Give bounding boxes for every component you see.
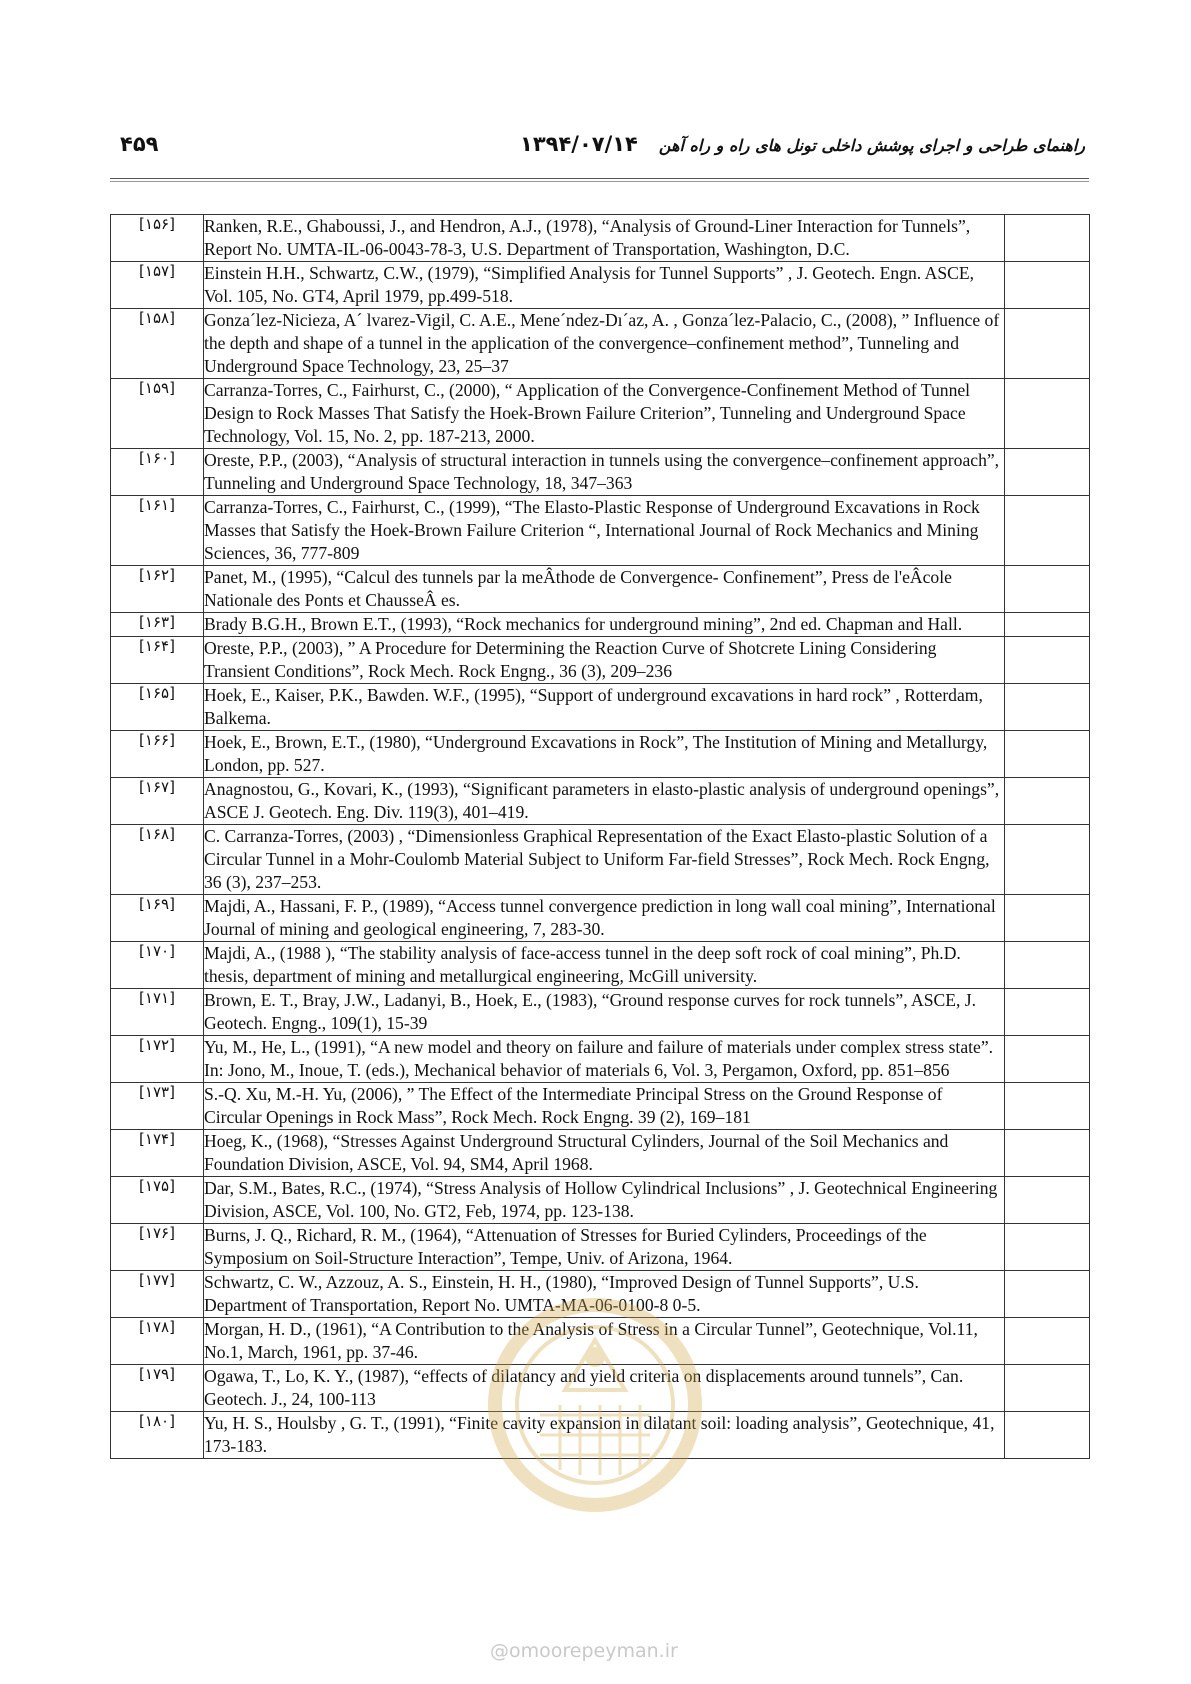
reference-text: S.-Q. Xu, M.-H. Yu, (2006), ” The Effect of the Intermediate Principal Stress on the Ground Response of Circular Openings in Rock Mass”, Rock Mech. Rock Engng. 39 (2), 169–181 bbox=[204, 1083, 1005, 1130]
table-row bbox=[111, 309, 1090, 379]
table-row bbox=[111, 613, 1090, 637]
reference-text: Carranza-Torres, C., Fairhurst, C., (1999), “The Elasto-Plastic Response of Underground Excavations in Rock Masses that Satisfy the Hoek-Brown Failure Criterion “, International Journal of Rock Mechanics and Mining Sciences, 36, 777-809 bbox=[204, 496, 1005, 566]
reference-blank-cell bbox=[1005, 989, 1090, 1036]
reference-number: [۱۷۸] bbox=[111, 1318, 204, 1365]
reference-blank-cell bbox=[1005, 731, 1090, 778]
reference-number: [۱۶۴] bbox=[111, 637, 204, 684]
reference-text: Hoek, E., Kaiser, P.K., Bawden. W.F., (1995), “Support of underground excavations in hard rock” , Rotterdam, Balkema. bbox=[204, 684, 1005, 731]
reference-text: Einstein H.H., Schwartz, C.W., (1979), “Simplified Analysis for Tunnel Supports” , J. Geotech. Engn. ASCE, Vol. 105, No. GT4, April 1979, pp.499-518. bbox=[204, 262, 1005, 309]
reference-number: [۱۶۱] bbox=[111, 496, 204, 566]
reference-blank-cell bbox=[1005, 449, 1090, 496]
header-divider bbox=[110, 178, 1089, 179]
table-row bbox=[111, 215, 1090, 262]
reference-text: Hoek, E., Brown, E.T., (1980), “Underground Excavations in Rock”, The Institution of Mining and Metallurgy, London, pp. 527. bbox=[204, 731, 1005, 778]
reference-text: Ogawa, T., Lo, K. Y., (1987), “effects of dilatancy and yield criteria on displacements around tunnels”, Can. Geotech. J., 24, 100-113 bbox=[204, 1365, 1005, 1412]
reference-blank-cell bbox=[1005, 566, 1090, 613]
reference-number: [۱۷۷] bbox=[111, 1271, 204, 1318]
reference-text: Dar, S.M., Bates, R.C., (1974), “Stress Analysis of Hollow Cylindrical Inclusions” , J. Geotechnical Engineering Division, ASCE, Vol. 100, No. GT2, Feb, 1974, pp. 123-138. bbox=[204, 1177, 1005, 1224]
reference-number: [۱۶۵] bbox=[111, 684, 204, 731]
table-row bbox=[111, 1318, 1090, 1365]
reference-blank-cell bbox=[1005, 1365, 1090, 1412]
reference-number: [۱۶۸] bbox=[111, 825, 204, 895]
reference-number: [۱۵۷] bbox=[111, 262, 204, 309]
reference-blank-cell bbox=[1005, 215, 1090, 262]
reference-blank-cell bbox=[1005, 778, 1090, 825]
table-row bbox=[111, 942, 1090, 989]
reference-text: Majdi, A., (1988 ), “The stability analysis of face-access tunnel in the deep soft rock of coal mining”, Ph.D. thesis, department of mining and metallurgical engineering, McGill university. bbox=[204, 942, 1005, 989]
reference-text: Brown, E. T., Bray, J.W., Ladanyi, B., Hoek, E., (1983), “Ground response curves for rock tunnels”, ASCE, J. Geotech. Engng., 109(1), 15-39 bbox=[204, 989, 1005, 1036]
reference-text: Majdi, A., Hassani, F. P., (1989), “Access tunnel convergence prediction in long wall coal mining”, International Journal of mining and geological engineering, 7, 283-30. bbox=[204, 895, 1005, 942]
reference-text: Carranza-Torres, C., Fairhurst, C., (2000), “ Application of the Convergence-Confinement Method of Tunnel Design to Rock Masses That Satisfy the Hoek-Brown Failure Criterion”, Tunneling and Underground Space Technology, Vol. 15, No. 2, pp. 187-213, 2000. bbox=[204, 379, 1005, 449]
reference-number: [۱۶۳] bbox=[111, 613, 204, 637]
table-row bbox=[111, 1224, 1090, 1271]
reference-blank-cell bbox=[1005, 942, 1090, 989]
reference-blank-cell bbox=[1005, 1036, 1090, 1083]
table-row bbox=[111, 1130, 1090, 1177]
reference-text: Anagnostou, G., Kovari, K., (1993), “Significant parameters in elasto-plastic analysis of underground openings”, ASCE J. Geotech. Eng. Div. 119(3), 401–419. bbox=[204, 778, 1005, 825]
reference-number: [۱۵۹] bbox=[111, 379, 204, 449]
reference-text: Hoeg, K., (1968), “Stresses Against Underground Structural Cylinders, Journal of the Soil Mechanics and Foundation Division, ASCE, Vol. 94, SM4, April 1968. bbox=[204, 1130, 1005, 1177]
table-row bbox=[111, 496, 1090, 566]
table-row bbox=[111, 1083, 1090, 1130]
table-row bbox=[111, 684, 1090, 731]
reference-number: [۱۷۵] bbox=[111, 1177, 204, 1224]
page-header bbox=[110, 128, 1089, 168]
reference-blank-cell bbox=[1005, 1224, 1090, 1271]
reference-text: C. Carranza-Torres, (2003) , “Dimensionless Graphical Representation of the Exact Elasto-plastic Solution of a Circular Tunnel in a Mohr-Coulomb Material Subject to Uniform Far-field Stresses”, Rock Mech. Rock Engng, 36 (3), 237–253. bbox=[204, 825, 1005, 895]
reference-number: [۱۶۰] bbox=[111, 449, 204, 496]
reference-blank-cell bbox=[1005, 1130, 1090, 1177]
reference-text: Schwartz, C. W., Azzouz, A. S., Einstein, H. H., (1980), “Improved Design of Tunnel Supports”, U.S. Department of Transportation, Report No. UMTA-MA-06-0100-8 0-5. bbox=[204, 1271, 1005, 1318]
reference-text: Oreste, P.P., (2003), ” A Procedure for Determining the Reaction Curve of Shotcrete Lining Considering Transient Conditions”, Rock Mech. Rock Engng., 36 (3), 209–236 bbox=[204, 637, 1005, 684]
reference-text: Burns, J. Q., Richard, R. M., (1964), “Attenuation of Stresses for Buried Cylinders, Proceedings of the Symposium on Soil-Structure Interaction”, Tempe, Univ. of Arizona, 1964. bbox=[204, 1224, 1005, 1271]
reference-blank-cell bbox=[1005, 496, 1090, 566]
table-row bbox=[111, 566, 1090, 613]
table-row bbox=[111, 1412, 1090, 1459]
reference-number: [۱۷۳] bbox=[111, 1083, 204, 1130]
reference-blank-cell bbox=[1005, 262, 1090, 309]
table-row bbox=[111, 731, 1090, 778]
reference-blank-cell bbox=[1005, 1318, 1090, 1365]
references-table bbox=[110, 214, 1090, 1459]
reference-blank-cell bbox=[1005, 637, 1090, 684]
reference-text: Gonza´lez-Nicieza, A´ lvarez-Vigil, C. A.E., Mene´ndez-Dı´az, A. , Gonza´lez-Palacio, C., (2008), ” Influence of the depth and shape of a tunnel in the application of the convergence–confinement method”, Tunneling and Underground Space Technology, 23, 25–37 bbox=[204, 309, 1005, 379]
page-number: ۴۵۹ bbox=[120, 132, 159, 156]
watermark-text: @omoorepeyman.ir bbox=[490, 1640, 678, 1662]
reference-blank-cell bbox=[1005, 1412, 1090, 1459]
reference-number: [۱۸۰] bbox=[111, 1412, 204, 1459]
table-row bbox=[111, 262, 1090, 309]
table-row bbox=[111, 637, 1090, 684]
reference-text: Morgan, H. D., (1961), “A Contribution to the Analysis of Stress in a Circular Tunnel”, Geotechnique, Vol.11, No.1, March, 1961, pp. 37-46. bbox=[204, 1318, 1005, 1365]
reference-number: [۱۷۰] bbox=[111, 942, 204, 989]
reference-blank-cell bbox=[1005, 1271, 1090, 1318]
reference-number: [۱۷۴] bbox=[111, 1130, 204, 1177]
table-row bbox=[111, 379, 1090, 449]
reference-number: [۱۷۶] bbox=[111, 1224, 204, 1271]
reference-number: [۱۷۲] bbox=[111, 1036, 204, 1083]
reference-text: Brady B.G.H., Brown E.T., (1993), “Rock mechanics for underground mining”, 2nd ed. Chapman and Hall. bbox=[204, 613, 1005, 637]
header-divider-secondary bbox=[110, 181, 1089, 182]
reference-number: [۱۶۷] bbox=[111, 778, 204, 825]
table-row bbox=[111, 1036, 1090, 1083]
reference-number: [۱۵۸] bbox=[111, 309, 204, 379]
reference-text: Yu, H. S., Houlsby , G. T., (1991), “Finite cavity expansion in dilatant soil: loading analysis”, Geotechnique, 41, 173-183. bbox=[204, 1412, 1005, 1459]
reference-text: Oreste, P.P., (2003), “Analysis of structural interaction in tunnels using the convergence–confinement approach”, Tunneling and Underground Space Technology, 18, 347–363 bbox=[204, 449, 1005, 496]
reference-number: [۱۶۲] bbox=[111, 566, 204, 613]
reference-blank-cell bbox=[1005, 613, 1090, 637]
reference-text: Yu, M., He, L., (1991), “A new model and theory on failure and failure of materials under complex stress state”. In: Jono, M., Inoue, T. (eds.), Mechanical behavior of materials 6, Vol. 3, Pergamon, Oxford, pp. 851–856 bbox=[204, 1036, 1005, 1083]
reference-blank-cell bbox=[1005, 825, 1090, 895]
table-row bbox=[111, 989, 1090, 1036]
table-row bbox=[111, 1271, 1090, 1318]
reference-number: [۱۵۶] bbox=[111, 215, 204, 262]
table-row bbox=[111, 778, 1090, 825]
reference-blank-cell bbox=[1005, 895, 1090, 942]
reference-blank-cell bbox=[1005, 1177, 1090, 1224]
reference-number: [۱۷۹] bbox=[111, 1365, 204, 1412]
reference-number: [۱۶۹] bbox=[111, 895, 204, 942]
reference-number: [۱۷۱] bbox=[111, 989, 204, 1036]
table-row bbox=[111, 895, 1090, 942]
table-row bbox=[111, 1177, 1090, 1224]
reference-text: Panet, M., (1995), “Calcul des tunnels par la meÂthode de Convergence- Confinement”, Press de l'eÂcole Nationale des Ponts et ChausseÂ es. bbox=[204, 566, 1005, 613]
reference-blank-cell bbox=[1005, 684, 1090, 731]
table-row bbox=[111, 825, 1090, 895]
reference-text: Ranken, R.E., Ghaboussi, J., and Hendron, A.J., (1978), “Analysis of Ground-Liner Interaction for Tunnels”, Report No. UMTA-IL-06-0043-78-3, U.S. Department of Transportation, Washington, D.C. bbox=[204, 215, 1005, 262]
header-date: ۱۳۹۴/۰۷/۱۴ bbox=[520, 132, 638, 156]
reference-blank-cell bbox=[1005, 309, 1090, 379]
header-title: راهنمای طراحی و اجرای پوشش داخلی تونل های راه و راه آهن bbox=[658, 136, 1085, 155]
reference-blank-cell bbox=[1005, 379, 1090, 449]
table-row bbox=[111, 1365, 1090, 1412]
reference-number: [۱۶۶] bbox=[111, 731, 204, 778]
table-row bbox=[111, 449, 1090, 496]
reference-blank-cell bbox=[1005, 1083, 1090, 1130]
